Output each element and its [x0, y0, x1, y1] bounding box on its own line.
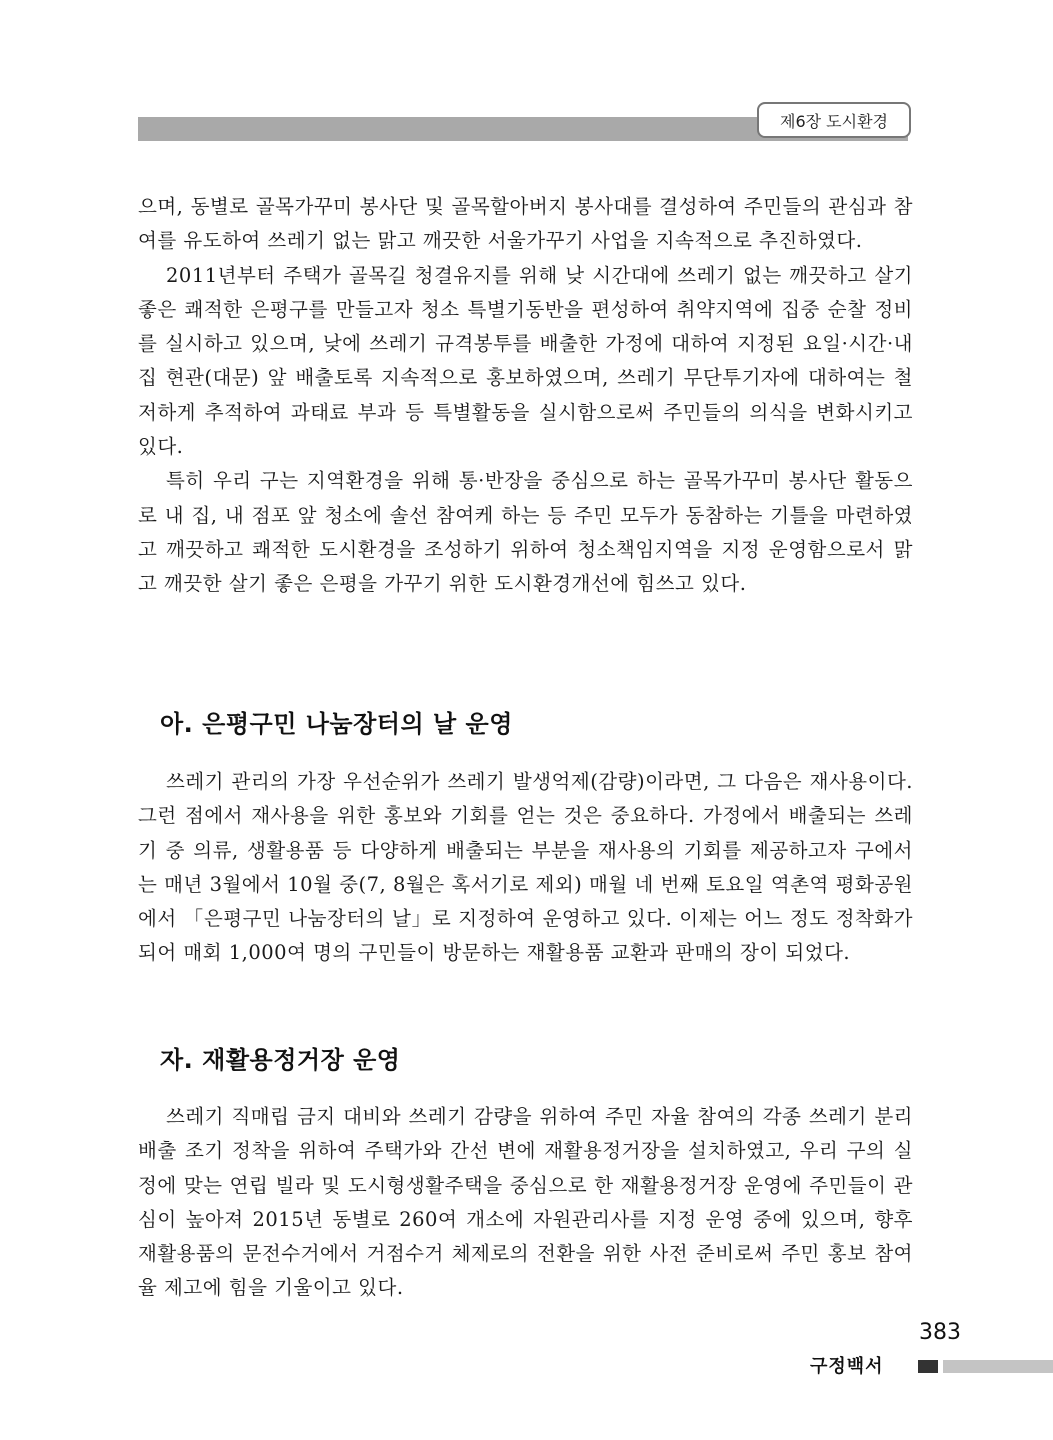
paragraph: 2011년부터 주택가 골목길 청결유지를 위해 낮 시간대에 쓰레기 없는 깨끗하고 살기 좋은 쾌적한 은평구를 만들고자 청소 특별기동반을 편성하여 취약지역에 집중 순찰 정비를 실시하고 있으며, 낮에 쓰레기 규격봉투를 배출한 가정에 대하여 지정된 요일·시간·내집 현관(대문) 앞 배출토록 지속적으로 홍보하였으며, 쓰레기 무단투기자에 대하여는 철저하게 추적하여 과태료 부과 등 특별활동을 실시함으로써 주민들의 의식을 변화시키고 있다.	[138, 263, 913, 459]
flea-market-section	[138, 765, 913, 971]
footer-bar-dark	[918, 1360, 938, 1373]
section-heading-flea-market: 아. 은평구민 나눔장터의 날 운영	[160, 710, 513, 738]
recycling-station-section	[138, 1100, 913, 1306]
paragraph: 으며, 동별로 골목가꾸미 봉사단 및 골목할아버지 봉사대를 결성하여 주민들의 관심과 참여를 유도하여 쓰레기 없는 맑고 깨끗한 서울가꾸기 사업을 지속적으로 추진하였다.	[138, 195, 913, 253]
paragraph: 쓰레기 직매립 금지 대비와 쓰레기 감량을 위하여 주민 자율 참여의 각종 쓰레기 분리배출 조기 정착을 위하여 주택가와 간선 변에 재활용정거장을 설치하였고, 우리 구의 실정에 맞는 연립 빌라 및 도시형생활주택을 중심으로 한 재활용정거장 운영에 주민들이 관심이 높아져 2015년 동별로 260여 개소에 자원관리사를 지정 운영 중에 있으며, 향후 재활용품의 문전수거에서 거점수거 체제로의 전환을 위한 사전 준비로써 주민 홍보 참여율 제고에 힘을 기울이고 있다.	[138, 1105, 913, 1300]
paragraph: 쓰레기 관리의 가장 우선순위가 쓰레기 발생억제(감량)이라면, 그 다음은 재사용이다. 그런 점에서 재사용을 위한 홍보와 기회를 얻는 것은 중요하다. 가정에서 배출되는 쓰레기 중 의류, 생활용품 등 다양하게 배출되는 부분을 재사용의 기회를 제공하고자 구에서는 매년 3월에서 10월 중(7, 8월은 혹서기로 제외) 매월 네 번째 토요일 역촌역 평화공원에서 「은평구민 나눔장터의 날」로 지정하여 운영하고 있다. 이제는 어느 정도 정착화가 되어 매회 1,000여 명의 구민들이 방문하는 재활용품 교환과 판매의 장이 되었다.	[138, 770, 913, 965]
chapter-label: 제6장 도시환경	[757, 102, 911, 138]
book-title: 구정백서	[810, 1356, 884, 1377]
section-heading-recycling-station: 자. 재활용정거장 운영	[160, 1046, 401, 1074]
intro-section	[138, 190, 913, 602]
paragraph: 특히 우리 구는 지역환경을 위해 통·반장을 중심으로 하는 골목가꾸미 봉사단 활동으로 내 집, 내 점포 앞 청소에 솔선 참여케 하는 등 주민 모두가 동참하는 기틀을 마련하였고 깨끗하고 쾌적한 도시환경을 조성하기 위하여 청소책임지역을 지정 운영함으로서 맑고 깨끗한 살기 좋은 은평을 가꾸기 위한 도시환경개선에 힘쓰고 있다.	[138, 469, 913, 596]
page-number: 383	[919, 1320, 961, 1345]
footer-bar-light	[943, 1360, 1053, 1373]
